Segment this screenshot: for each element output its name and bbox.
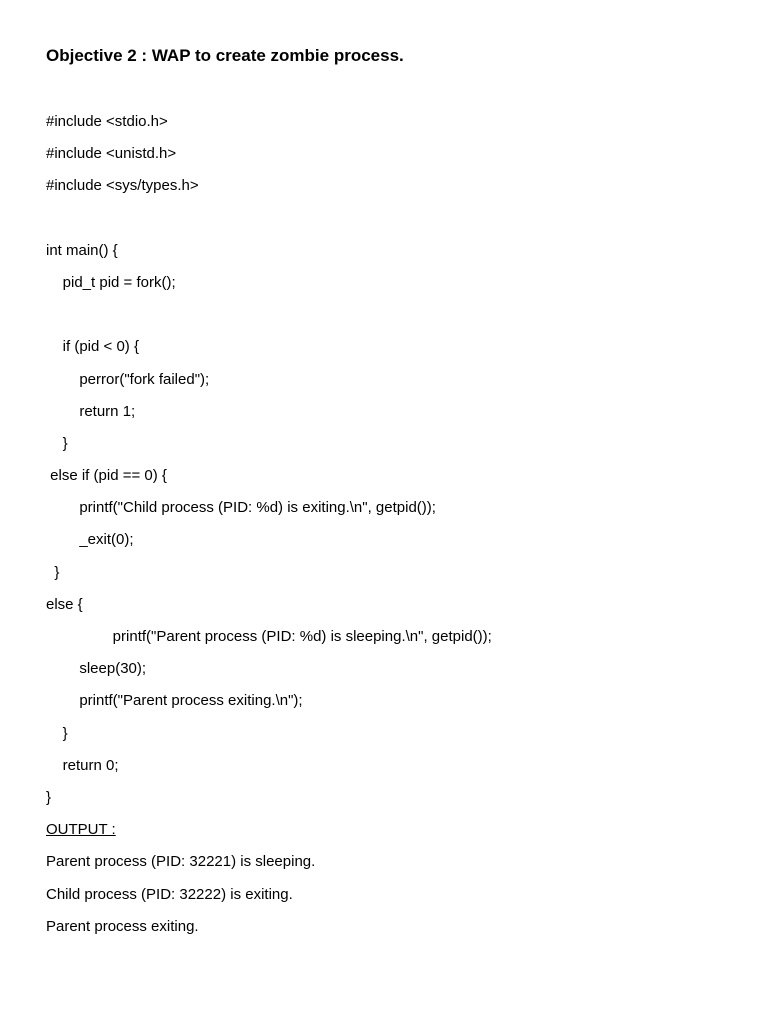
code-line: return 0; xyxy=(46,756,119,774)
code-line: sleep(30); xyxy=(46,660,147,678)
output-line: Parent process exiting. xyxy=(46,917,199,935)
code-line: if (pid < 0) { xyxy=(46,338,139,356)
output-line: Parent process (PID: 32221) is sleeping. xyxy=(46,853,316,871)
output-heading: OUTPUT : xyxy=(46,821,116,839)
code-line: _exit(0); xyxy=(46,531,134,549)
code-line: else { xyxy=(46,595,83,613)
code-line: } xyxy=(46,788,52,806)
code-line: printf("Parent process (PID: %d) is sleeping.\n", getpid()); xyxy=(46,628,492,645)
code-line: return 1; xyxy=(46,402,136,420)
code-line xyxy=(46,303,492,335)
code-line: printf("Child process (PID: %d) is exiting.\n", getpid()); xyxy=(46,499,436,517)
page-title: Objective 2 : WAP to create zombie process. xyxy=(46,46,404,65)
code-line: } xyxy=(46,563,60,581)
output-line: Child process (PID: 32222) is exiting. xyxy=(46,885,293,903)
code-line: #include <sys/types.h> xyxy=(46,177,199,195)
code-line: perror("fork failed"); xyxy=(46,370,210,388)
code-line: #include <stdio.h> xyxy=(46,113,168,130)
code-listing xyxy=(46,110,492,947)
code-line: } xyxy=(46,434,68,452)
code-line: #include <unistd.h> xyxy=(46,145,177,163)
code-line: int main() { xyxy=(46,241,118,259)
code-line xyxy=(46,207,492,239)
code-line: else if (pid == 0) { xyxy=(46,467,167,485)
code-line: printf("Parent process exiting.\n"); xyxy=(46,692,303,710)
code-line: pid_t pid = fork(); xyxy=(46,273,176,291)
code-line: } xyxy=(46,724,68,742)
